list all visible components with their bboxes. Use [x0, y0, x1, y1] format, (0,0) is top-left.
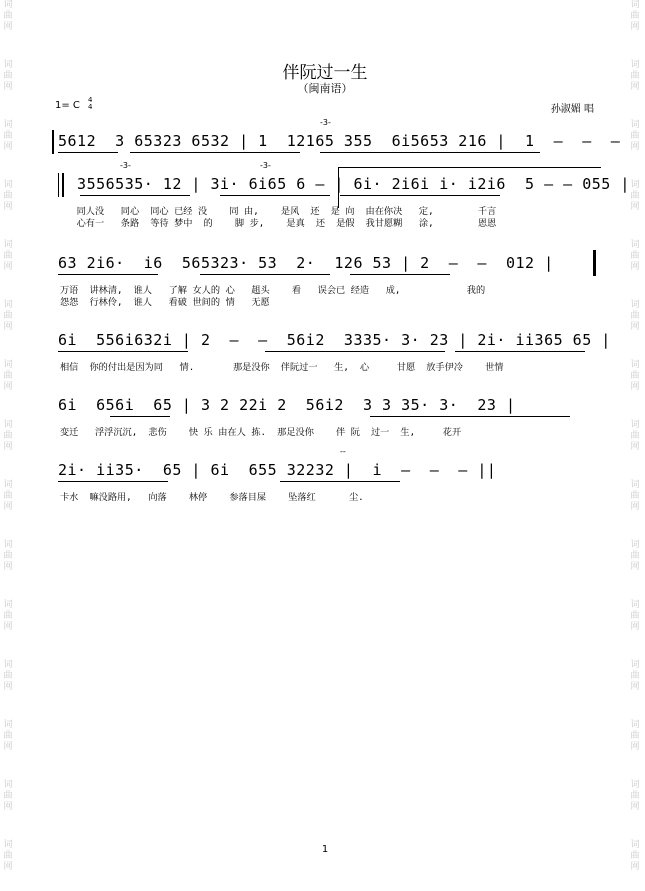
watermark-char: 网 [3, 742, 13, 752]
watermark-char: 曲 [630, 11, 640, 21]
watermark-char: 词 [3, 240, 13, 250]
watermark-group [627, 600, 643, 660]
beam-line [200, 274, 330, 275]
beam-line [280, 481, 400, 482]
song-subtitle: （闽南语） [297, 82, 353, 95]
watermark-char: 曲 [3, 791, 13, 801]
meter-top: 4 [88, 96, 93, 104]
watermark-group [627, 780, 643, 840]
beam-line [58, 274, 158, 275]
watermark-char: 词 [3, 540, 13, 550]
beam-line [340, 195, 500, 196]
watermark-group [627, 0, 643, 60]
triplet-mark: -3- [260, 161, 271, 170]
watermark-char: 曲 [630, 71, 640, 81]
lyric-line-5: 变迁 浮浮沉沉, 悲伤 快 乐 由在人 拣. 那足没你 伴 阮 过一 生, 花开 [60, 427, 462, 438]
beam-line [80, 195, 190, 196]
beam-line [220, 195, 330, 196]
watermark-char: 网 [3, 22, 13, 32]
watermark-char: 词 [630, 360, 640, 370]
watermark-char: 曲 [3, 371, 13, 381]
watermark-group [0, 540, 16, 600]
song-title: 伴阮过一生 [282, 63, 368, 83]
watermark-group [627, 420, 643, 480]
beam-line [58, 351, 188, 352]
watermark-char: 曲 [630, 131, 640, 141]
watermark-char: 词 [3, 360, 13, 370]
watermark-group [0, 0, 16, 60]
watermark-char: 词 [630, 720, 640, 730]
watermark-char: 曲 [3, 431, 13, 441]
watermark-char: 曲 [3, 851, 13, 861]
watermark-char: 词 [3, 180, 13, 190]
triplet-mark: -3- [120, 161, 131, 170]
barline [52, 130, 54, 154]
singer-credit: 孙淑媚 唱 [550, 104, 594, 115]
watermark-char: 词 [630, 60, 640, 70]
lyric-line-2b: 心有一 条路 等待 梦中 的 脚 步, 是真 还 是假 我甘愿糊 涂, 恩恩 [60, 218, 497, 229]
watermark-group [627, 120, 643, 180]
watermark-char: 曲 [630, 731, 640, 741]
watermark-group [627, 240, 643, 300]
beam-line [58, 481, 168, 482]
watermark-char: 词 [630, 180, 640, 190]
watermark-char: 曲 [630, 851, 640, 861]
watermark-group [0, 600, 16, 660]
lyric-line-3b: 怨怨 行林伶, 谁人 看破 世间的 情 无愿 [60, 297, 270, 308]
watermark-char: 网 [630, 622, 640, 632]
beam-line [320, 152, 540, 153]
watermark-char: 网 [3, 562, 13, 572]
watermark-char: 网 [3, 502, 13, 512]
watermark-group [0, 420, 16, 480]
watermark-char: 曲 [630, 671, 640, 681]
section-end-barline [593, 250, 596, 276]
watermark-char: 词 [630, 540, 640, 550]
watermark-char: 曲 [630, 431, 640, 441]
watermark-char: 网 [630, 262, 640, 272]
watermark-char: 词 [3, 0, 13, 10]
watermark-group [0, 300, 16, 360]
beam-line [130, 152, 300, 153]
watermark-char: 曲 [3, 491, 13, 501]
triplet-mark: -- [340, 447, 346, 456]
watermark-char: 网 [630, 202, 640, 212]
watermark-char: 词 [3, 600, 13, 610]
watermark-char: 网 [630, 802, 640, 812]
watermark-char: 词 [630, 0, 640, 10]
beam-line [110, 416, 170, 417]
notation-line-2: 3556535· 12 | 3i· 6i65 6 — | 6i· 2i6i i· i2i6 5 — — 055 | [58, 175, 630, 193]
beam-line [455, 351, 585, 352]
watermark-char: 曲 [630, 311, 640, 321]
watermark-char: 曲 [3, 191, 13, 201]
notation-line-1: 5612 3 65323 6532 | 1 12165 355 6i5653 216 | 1 — — — [58, 132, 621, 150]
watermark-char: 网 [630, 382, 640, 392]
watermark-char: 词 [3, 840, 13, 850]
lyric-line-6: 卡水 嘛没路用, 向落 林停 参落目屎 坠落红 尘. [60, 492, 364, 503]
watermark-char: 网 [3, 82, 13, 92]
watermark-group [0, 360, 16, 420]
beam-line [350, 274, 450, 275]
watermark-char: 词 [630, 300, 640, 310]
watermark-char: 曲 [630, 251, 640, 261]
watermark-group [0, 660, 16, 720]
triplet-mark: -3- [320, 118, 331, 127]
watermark-char: 网 [3, 382, 13, 392]
watermark-char: 网 [630, 22, 640, 32]
watermark-char: 词 [630, 480, 640, 490]
watermark-char: 曲 [3, 551, 13, 561]
notation-line-5: 6i 656i 65 | 3 2 22i 2 56i2 3 3 35· 3· 23 | [58, 396, 516, 414]
watermark-group [0, 240, 16, 300]
watermark-group [0, 180, 16, 240]
watermark-char: 词 [630, 660, 640, 670]
watermark-char: 网 [630, 142, 640, 152]
watermark-char: 网 [3, 202, 13, 212]
watermark-char: 曲 [3, 311, 13, 321]
watermark-group [0, 120, 16, 180]
watermark-group [0, 840, 16, 891]
watermark-char: 网 [3, 682, 13, 692]
watermark-char: 网 [3, 322, 13, 332]
watermark-char: 网 [630, 862, 640, 872]
lyric-line-2a: 同人没 同心 同心 已经 没 同 由, 是风 还 是 向 由在你决 定, 千言 [60, 206, 497, 217]
watermark-char: 网 [3, 262, 13, 272]
key-signature: 1= C [55, 100, 80, 111]
watermark-group [627, 300, 643, 360]
sheet-music-page [50, 0, 630, 891]
watermark-group [0, 480, 16, 540]
watermark-char: 词 [3, 480, 13, 490]
watermark-char: 曲 [3, 671, 13, 681]
watermark-char: 曲 [630, 491, 640, 501]
watermark-char: 曲 [630, 191, 640, 201]
watermark-char: 网 [3, 622, 13, 632]
watermark-char: 曲 [3, 251, 13, 261]
watermark-char: 词 [3, 120, 13, 130]
watermark-char: 词 [3, 660, 13, 670]
watermark-char: 词 [3, 720, 13, 730]
watermark-char: 曲 [630, 791, 640, 801]
watermark-group [0, 720, 16, 780]
watermark-char: 词 [3, 300, 13, 310]
watermark-char: 网 [3, 802, 13, 812]
lyric-line-3a: 万语 讲林清, 谁人 了解 女人的 心 趄头 看 误会已 经造 成, 我的 [60, 285, 486, 296]
watermark-char: 网 [630, 682, 640, 692]
watermark-char: 曲 [630, 611, 640, 621]
watermark-char: 网 [3, 442, 13, 452]
watermark-group [627, 60, 643, 120]
watermark-right [627, 0, 643, 891]
notation-line-3: 63 2i6· i6 565323· 53 2· 126 53 | 2 — — 012 | [58, 254, 554, 272]
notation-line-4: 6i 556i632i | 2 — — 56i2 3335· 3· 23 | 2i· ii365 65 | [58, 331, 611, 349]
watermark-char: 网 [630, 322, 640, 332]
watermark-char: 曲 [630, 371, 640, 381]
watermark-group [627, 660, 643, 720]
watermark-char: 曲 [3, 131, 13, 141]
watermark-char: 词 [3, 780, 13, 790]
watermark-char: 词 [3, 420, 13, 430]
watermark-left [0, 0, 16, 891]
watermark-char: 词 [3, 60, 13, 70]
watermark-char: 词 [630, 420, 640, 430]
watermark-group [627, 540, 643, 600]
watermark-group [627, 720, 643, 780]
beam-line [58, 152, 118, 153]
watermark-char: 曲 [3, 611, 13, 621]
lyric-line-4: 相信 你的付出是因为同 情. 那是没你 伴阮过一 生, 心 甘愿 放手伊冷 世情 [60, 362, 504, 373]
watermark-char: 网 [630, 562, 640, 572]
watermark-char: 词 [630, 780, 640, 790]
beam-line [265, 351, 445, 352]
watermark-group [627, 360, 643, 420]
watermark-char: 网 [630, 82, 640, 92]
watermark-char: 网 [3, 862, 13, 872]
notation-line-6: 2i· ii35· 65 | 6i 655 32232 | i — — — || [58, 461, 497, 479]
watermark-char: 网 [3, 142, 13, 152]
watermark-group [0, 60, 16, 120]
watermark-char: 词 [630, 240, 640, 250]
watermark-char: 曲 [3, 731, 13, 741]
watermark-char: 网 [630, 502, 640, 512]
watermark-char: 词 [630, 600, 640, 610]
watermark-char: 词 [630, 120, 640, 130]
watermark-char: 曲 [630, 551, 640, 561]
watermark-char: 网 [630, 742, 640, 752]
watermark-char: 词 [630, 840, 640, 850]
watermark-group [627, 840, 643, 891]
watermark-char: 网 [630, 442, 640, 452]
page-number: 1 [321, 844, 329, 855]
time-signature [88, 97, 92, 111]
watermark-group [627, 480, 643, 540]
meter-bottom: 4 [88, 103, 93, 111]
beam-line [370, 416, 570, 417]
watermark-char: 曲 [3, 11, 13, 21]
watermark-char: 曲 [3, 71, 13, 81]
watermark-group [0, 780, 16, 840]
